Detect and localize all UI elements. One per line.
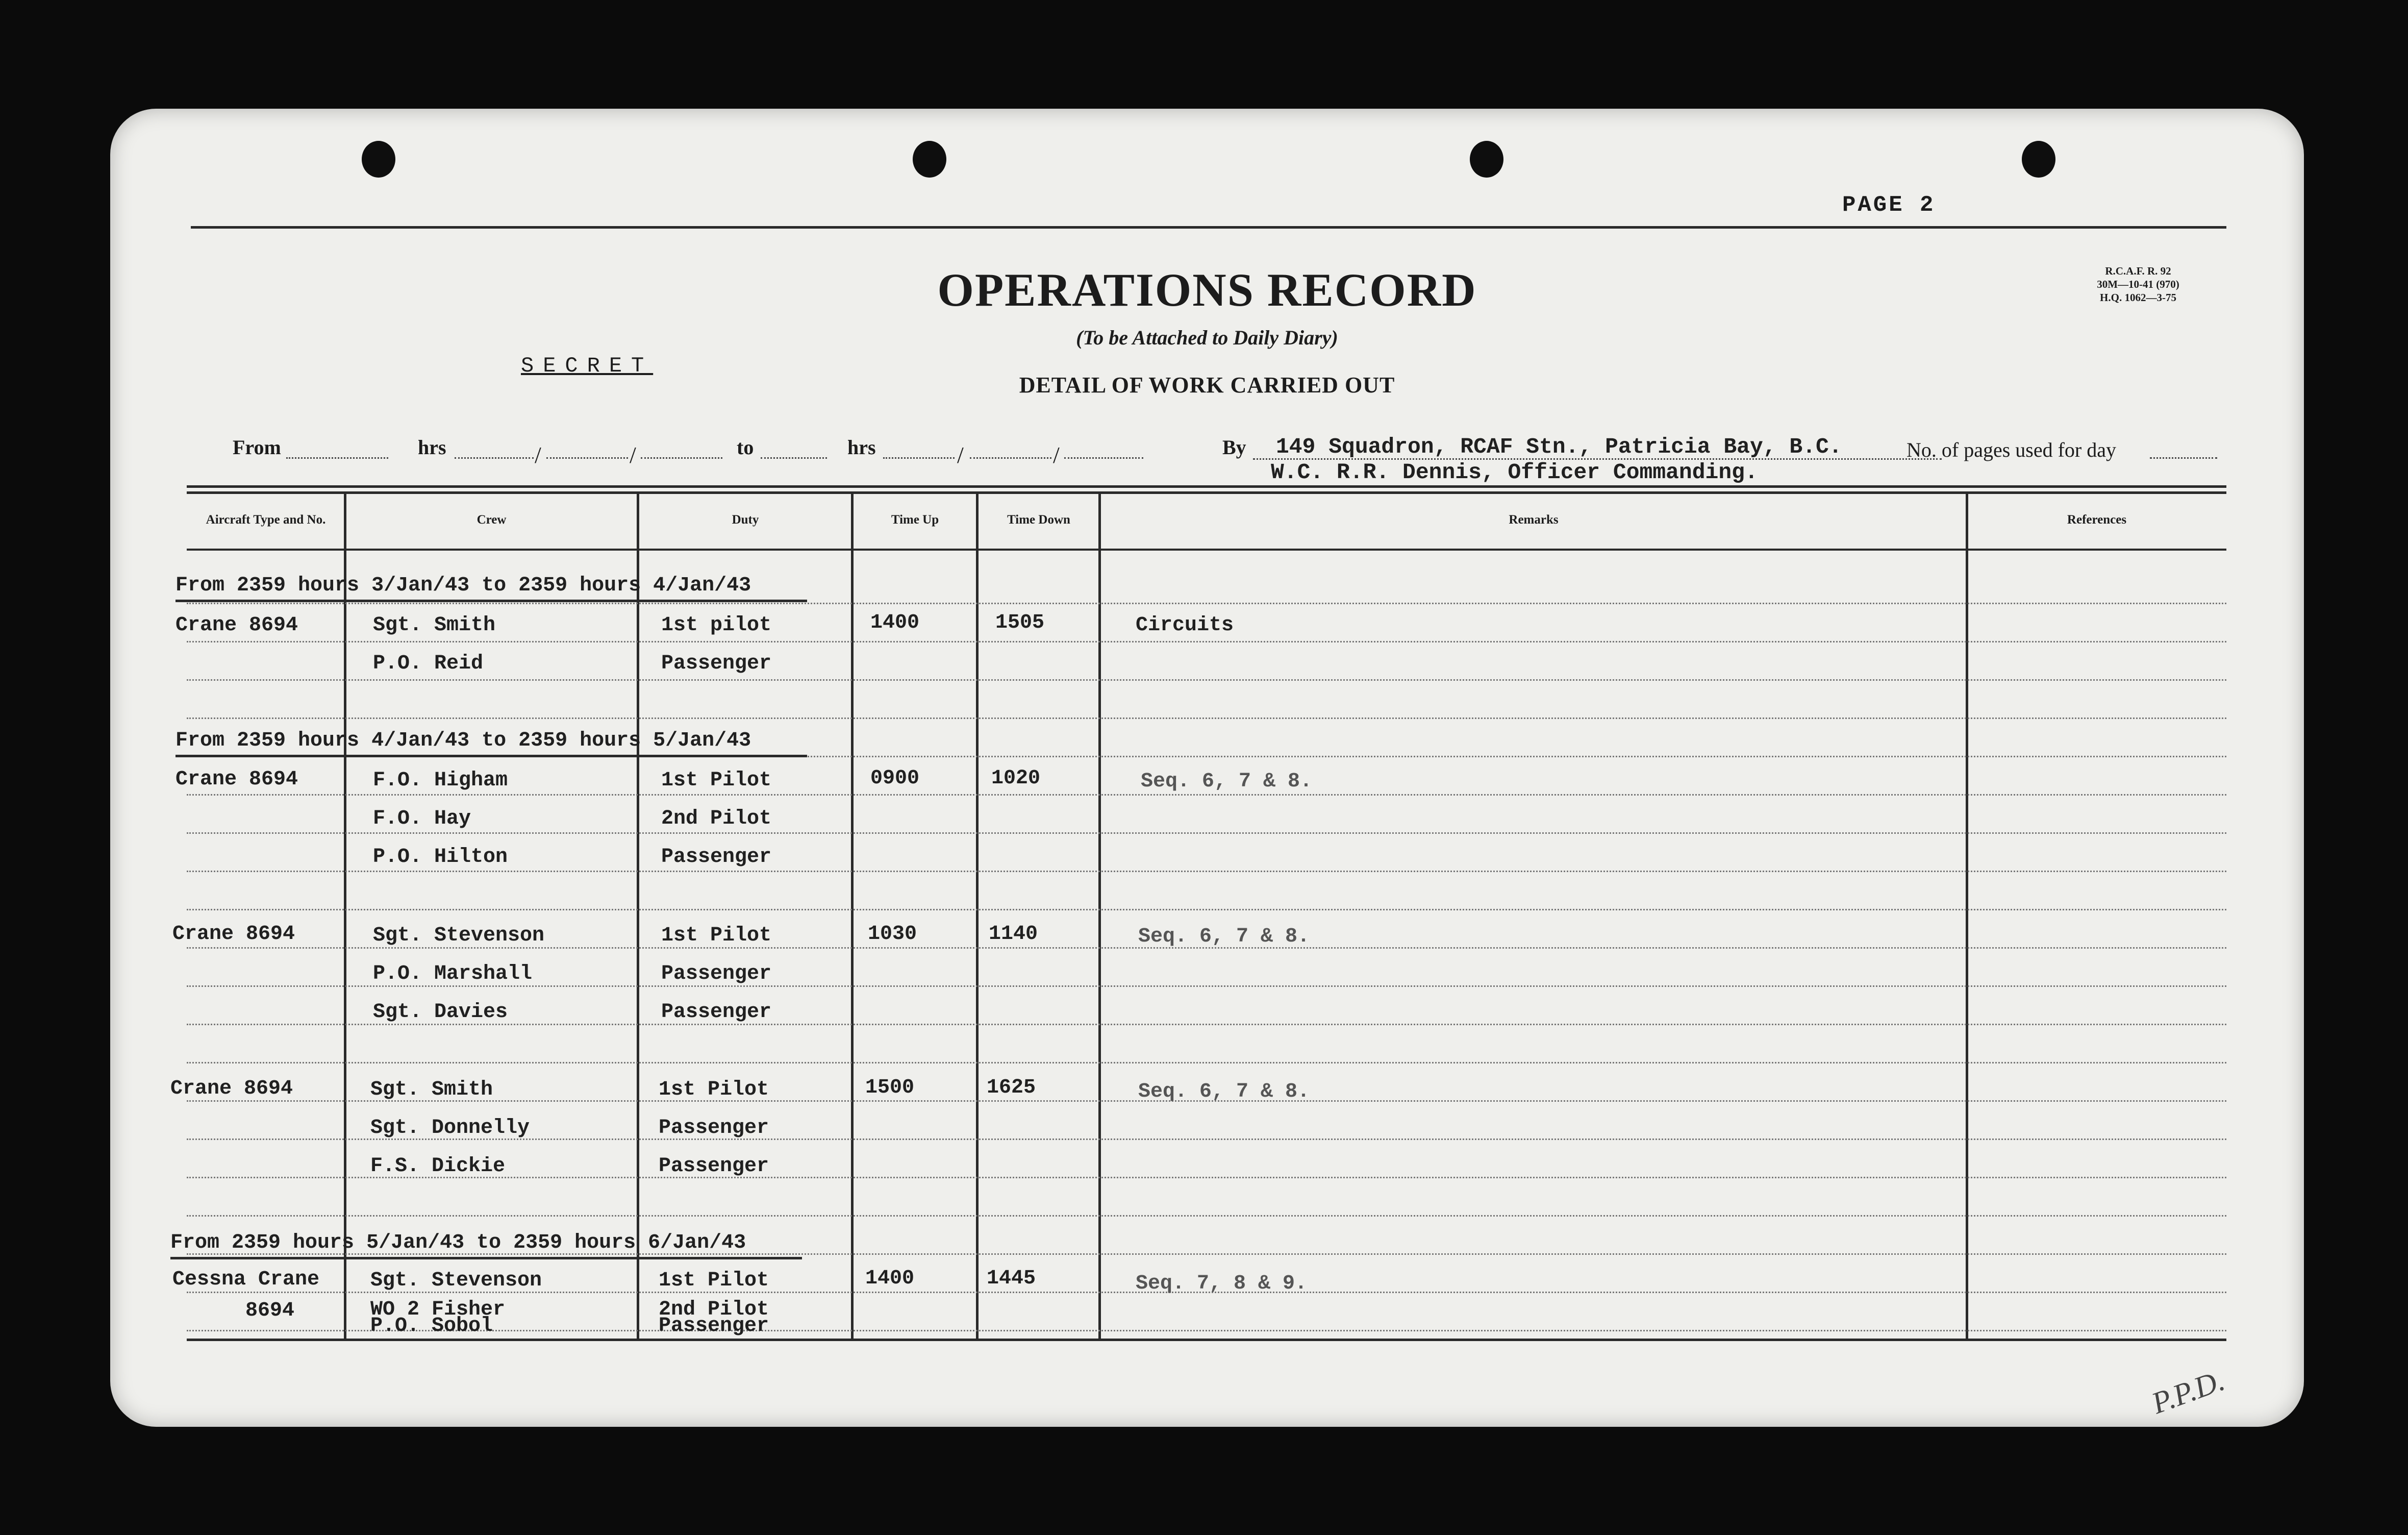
- section-underline: [175, 755, 807, 757]
- column-divider: [851, 491, 854, 1340]
- ruled-line: [187, 794, 2226, 796]
- duty-cell: Passenger: [661, 652, 772, 675]
- duty-cell: 1st Pilot: [659, 1078, 769, 1101]
- duty-cell: Passenger: [661, 1001, 772, 1024]
- operations-record-card: [110, 109, 2304, 1427]
- duty-cell: Passenger: [659, 1315, 769, 1338]
- page-subtitle: (To be Attached to Daily Diary): [1076, 326, 1338, 349]
- punch-hole: [1470, 141, 1503, 178]
- time-down-cell: 1445: [987, 1267, 1036, 1290]
- time-down-cell: 1020: [991, 767, 1041, 790]
- duty-cell: Passenger: [659, 1117, 769, 1140]
- time-up-cell: 1030: [868, 923, 917, 946]
- blank-line: [970, 457, 1051, 459]
- pages-used-label: No. of pages used for day: [1907, 438, 2116, 461]
- crew-cell: WO 2 Fisher: [370, 1298, 506, 1321]
- column-header-time-down: Time Down: [1007, 513, 1070, 527]
- form-ref-line: R.C.A.F. R. 92: [2105, 265, 2171, 277]
- aircraft-cell: 8694: [245, 1299, 295, 1322]
- duty-cell: 1st pilot: [661, 614, 772, 637]
- aircraft-cell: Crane 8694: [175, 614, 298, 637]
- blank-line: [1064, 457, 1143, 459]
- form-ref-line: H.Q. 1062—3-75: [2100, 291, 2176, 304]
- ruled-line: [187, 679, 2226, 681]
- officer-commanding: W.C. R.R. Dennis, Officer Commanding.: [1271, 460, 1758, 485]
- section-underline: [170, 1257, 802, 1259]
- ruled-line: [187, 1215, 2226, 1217]
- section-underline: [175, 600, 807, 602]
- blank-line: [2150, 457, 2217, 459]
- time-up-cell: 1400: [870, 611, 920, 634]
- blank-line: [761, 457, 827, 459]
- ruled-line: [187, 832, 2226, 834]
- crew-cell: P.O. Marshall: [373, 962, 533, 985]
- ruled-line: [187, 985, 2226, 987]
- top-rule: [191, 226, 2226, 229]
- column-divider: [637, 491, 639, 1340]
- duty-cell: Passenger: [661, 846, 772, 869]
- hrs-label: hrs: [847, 436, 876, 459]
- column-divider: [1966, 491, 1968, 1340]
- table-top-rule: [187, 485, 2226, 488]
- crew-cell: P.O. Hilton: [373, 846, 508, 869]
- section-heading: From 2359 hours 5/Jan/43 to 2359 hours 6/Jan/43: [170, 1231, 746, 1254]
- time-up-cell: 1400: [865, 1267, 915, 1290]
- from-label: From: [233, 436, 281, 459]
- punch-hole: [913, 141, 946, 178]
- blank-line: [455, 457, 534, 459]
- time-down-cell: 1505: [995, 611, 1045, 634]
- section-heading: From 2359 hours 3/Jan/43 to 2359 hours 4/Jan/43: [175, 574, 751, 597]
- hrs-label: hrs: [418, 436, 446, 459]
- remarks-cell: Seq. 6, 7 & 8.: [1138, 925, 1310, 948]
- duty-cell: 2nd Pilot: [661, 807, 772, 830]
- column-header-references: References: [2067, 513, 2127, 527]
- crew-cell: Sgt. Davies: [373, 1001, 508, 1024]
- unit-name: 149 Squadron, RCAF Stn., Patricia Bay, B.C.: [1276, 434, 1842, 459]
- section-heading: From 2359 hours 4/Jan/43 to 2359 hours 5/Jan/43: [175, 729, 751, 752]
- ruled-line: [187, 1024, 2226, 1025]
- ruled-line: [187, 603, 2226, 604]
- column-header-aircraft: Aircraft Type and No.: [206, 513, 326, 527]
- ruled-line: [187, 909, 2226, 910]
- table-top-rule: [187, 491, 2226, 494]
- page-title: OPERATIONS RECORD: [937, 264, 1477, 316]
- time-up-cell: 1500: [865, 1076, 915, 1099]
- blank-line: [641, 457, 722, 459]
- to-label: to: [737, 436, 754, 459]
- ruled-line: [187, 871, 2226, 872]
- crew-cell: Sgt. Smith: [370, 1078, 493, 1101]
- duty-cell: 1st Pilot: [659, 1269, 769, 1292]
- remarks-cell: Seq. 6, 7 & 8.: [1138, 1080, 1310, 1103]
- detail-heading: DETAIL OF WORK CARRIED OUT: [1019, 373, 1395, 398]
- by-label: By: [1222, 436, 1246, 459]
- date-separator: /: [535, 442, 541, 468]
- crew-cell: F.S. Dickie: [370, 1155, 506, 1178]
- form-ref-line: 30M—10-41 (970): [2097, 278, 2179, 290]
- aircraft-cell: Crane 8694: [170, 1077, 293, 1100]
- secret-stamp: SECRET: [521, 354, 654, 378]
- aircraft-cell: Crane 8694: [175, 768, 298, 791]
- handwritten-initials: P.P.D.: [2147, 1363, 2229, 1421]
- ruled-line: [187, 717, 2226, 719]
- crew-cell: Sgt. Stevenson: [373, 924, 545, 947]
- date-separator: /: [957, 442, 964, 468]
- crew-cell: Sgt. Donnelly: [370, 1117, 530, 1140]
- crew-cell: Sgt. Stevenson: [370, 1269, 542, 1292]
- table-bottom-rule: [187, 1339, 2226, 1341]
- column-divider: [344, 491, 346, 1340]
- column-header-duty: Duty: [732, 513, 759, 527]
- date-separator: /: [1053, 442, 1060, 468]
- crew-cell: F.O. Higham: [373, 769, 508, 792]
- time-up-cell: 0900: [870, 767, 920, 790]
- crew-cell: Sgt. Smith: [373, 614, 496, 637]
- ruled-line: [187, 641, 2226, 642]
- crew-cell: P.O. Reid: [373, 652, 484, 675]
- time-down-cell: 1625: [987, 1076, 1036, 1099]
- blank-line: [546, 457, 628, 459]
- remarks-cell: Seq. 6, 7 & 8.: [1141, 770, 1313, 793]
- remarks-cell: Circuits: [1136, 614, 1234, 637]
- blank-line: [883, 457, 955, 459]
- page-number: PAGE 2: [1842, 192, 1936, 218]
- duty-cell: Passenger: [661, 962, 772, 985]
- ruled-line: [187, 1062, 2226, 1063]
- column-divider: [976, 491, 979, 1340]
- date-separator: /: [630, 442, 636, 468]
- punch-hole: [2022, 141, 2055, 178]
- crew-cell: F.O. Hay: [373, 807, 471, 830]
- aircraft-cell: Crane 8694: [172, 923, 295, 946]
- duty-cell: Passenger: [659, 1155, 769, 1178]
- duty-cell: 1st Pilot: [661, 924, 772, 947]
- blank-line: [286, 457, 388, 459]
- crew-cell: P.O. Sobol: [370, 1315, 493, 1338]
- duty-cell: 1st Pilot: [661, 769, 772, 792]
- punch-hole: [362, 141, 395, 178]
- column-header-time-up: Time Up: [891, 513, 939, 527]
- column-divider: [1098, 491, 1101, 1340]
- header-bottom-rule: [187, 549, 2226, 551]
- aircraft-cell: Cessna Crane: [172, 1268, 320, 1291]
- column-header-remarks: Remarks: [1509, 513, 1559, 527]
- column-header-crew: Crew: [476, 513, 507, 527]
- form-reference: [2087, 264, 2189, 304]
- duty-cell: 2nd Pilot: [659, 1298, 769, 1321]
- time-down-cell: 1140: [989, 923, 1038, 946]
- remarks-cell: Seq. 7, 8 & 9.: [1136, 1272, 1308, 1295]
